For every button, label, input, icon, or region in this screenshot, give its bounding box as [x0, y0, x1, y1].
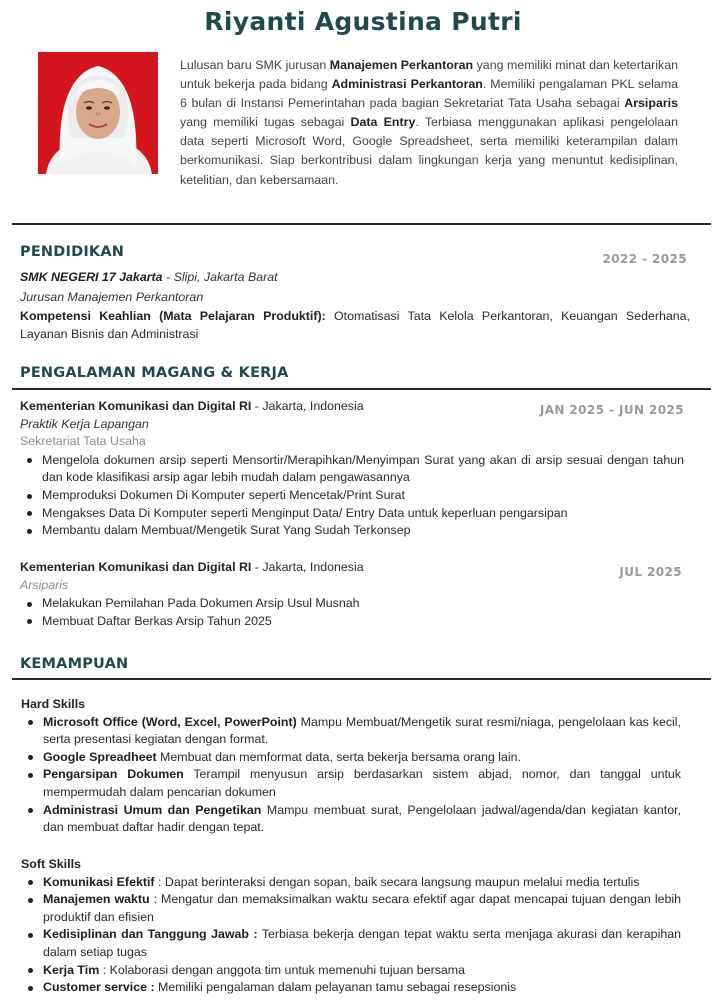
section-divider — [12, 678, 711, 680]
soft-skills-title: Soft Skills — [21, 857, 81, 871]
list-item: Microsoft Office (Word, Excel, PowerPoint) Mampu Membuat/Mengetik surat resmi/niaga, pengelolaan kas kecil, serta presentasi kegiatan dengan format. — [23, 714, 681, 749]
profile-photo — [38, 52, 158, 174]
list-item: Pengarsipan Dokumen Terampil menyusun arsip berdasarkan sistem abjad, nomor, dan tanggal untuk mempermudah dalam pencarian dokumen — [23, 766, 681, 801]
job-2-block — [20, 559, 684, 630]
job-2-org: Kementerian Komunikasi dan Digital RI — [20, 560, 252, 574]
summary-text: . Memiliki pengalaman PKL selama 6 bulan di Instansi Pemerintahan pada bagian Sekretariat Tata Usaha sebagai — [180, 77, 679, 111]
job-1-unit: Sekretariat Tata Usaha — [20, 434, 146, 449]
education-date: 2022 - 2025 — [602, 252, 687, 266]
job-2-date: JUL 2025 — [619, 565, 682, 579]
education-section-title: PENDIDIKAN — [20, 244, 125, 260]
list-item: Manajemen waktu : Mengatur dan memaksimalkan waktu secara efektif agar dapat mencapai tujuan dengan lebih produktif dan efisien — [23, 891, 681, 926]
hard-skills-block — [21, 696, 681, 837]
job-2-duties — [22, 595, 684, 630]
list-item: Google Spreadheet Membuat dan memformat data, serta bekerja bersama orang lain. — [23, 749, 681, 767]
hard-skills-title: Hard Skills — [21, 697, 86, 711]
soft-skills-block — [21, 856, 681, 997]
list-item: Mengakses Data Di Komputer seperti Menginput Data/ Entry Data untuk keperluan pengarsipan — [22, 505, 684, 523]
candidate-name: Riyanti Agustina Putri — [204, 7, 522, 36]
education-block — [20, 269, 690, 343]
school-major: Jurusan Manajemen Perkantoran — [20, 289, 204, 304]
hard-skills-list — [23, 714, 681, 837]
summary-text: Lulusan baru SMK jurusan — [180, 58, 330, 72]
section-divider — [12, 223, 711, 225]
list-item: Memproduksi Dokumen Di Komputer seperti Mencetak/Print Surat — [22, 487, 684, 505]
profile-summary — [180, 56, 678, 190]
skills-section-title: KEMAMPUAN — [20, 656, 129, 672]
list-item: Customer service : Memiliki pengalaman dalam pelayanan tamu sebagai resepsionis — [23, 979, 681, 997]
school-location: - Slipi, Jakarta Barat — [162, 270, 278, 284]
list-item: Komunikasi Efektif : Dapat berinteraksi dengan sopan, baik secara langsung maupun melalui media tertulis — [23, 874, 681, 892]
list-item: Mengelola dokumen arsip seperti Mensortir/Merapihkan/Menyimpan Surat yang akan di arsip sesuai dengan tahun dan kode klasifikasi arsip agar lebih mudah dalam pengawasannya — [22, 452, 684, 487]
list-item: Kedisiplinan dan Tanggung Jawab : Terbiasa bekerja dengan tepat waktu serta menjaga akurasi dan kerapihan dalam setiap tugas — [23, 926, 681, 961]
job-1-role: Praktik Kerja Lapangan — [20, 416, 149, 431]
list-item: Membuat Daftar Berkas Arsip Tahun 2025 — [22, 613, 684, 631]
job-1-date: JAN 2025 - JUN 2025 — [539, 403, 684, 417]
job-2-role: Arsiparis — [20, 577, 69, 592]
job-1-duties — [22, 452, 684, 540]
list-item: Membantu dalam Membuat/Mengetik Surat Yang Sudah Terkonsep — [22, 522, 684, 540]
competency-label: Kompetensi Keahlian (Mata Pelajaran Produktif): — [20, 309, 326, 324]
summary-text: yang memiliki tugas sebagai — [180, 115, 351, 130]
summary-highlight: Arsiparis — [624, 96, 678, 111]
job-1-location: - Jakarta, Indonesia — [251, 399, 364, 413]
summary-highlight: Manajemen Perkantoran — [329, 58, 474, 72]
list-item: Kerja Tim : Kolaborasi dengan anggota tim untuk memenuhi tujuan bersama — [23, 962, 681, 980]
summary-highlight: Administrasi Perkantoran — [331, 77, 483, 92]
section-divider — [12, 388, 711, 390]
summary-text: . Terbiasa menggunakan aplikasi pengelolaan data seperti Microsoft Word, Google Spreadsheet, serta memiliki keterampilan dalam berkomunikasi. Siap berkontribusi dalam lingkungan kerja yang menuntut kedisiplinan, ketelitian, dan kebersamaan. — [180, 115, 678, 187]
job-1-org: Kementerian Komunikasi dan Digital RI — [20, 399, 252, 413]
experience-section-title: PENGALAMAN MAGANG & KERJA — [20, 365, 289, 381]
soft-skills-list — [23, 874, 681, 997]
job-1-block — [20, 398, 684, 540]
summary-highlight: Data Entry — [350, 115, 416, 130]
list-item: Administrasi Umum dan Pengetikan Mampu membuat surat, Pengelolaan jadwal/agenda/dan kegiatan kantor, dan membuat daftar hadir dengan tepat. — [23, 802, 681, 837]
competency-value: Otomatisasi Tata Kelola Perkantoran, Keuangan Sederhana, Layanan Bisnis dan Administrasi — [20, 309, 690, 341]
job-2-location: - Jakarta, Indonesia — [251, 560, 364, 574]
school-name: SMK NEGERI 17 Jakarta — [20, 270, 163, 284]
summary-text: yang memiliki minat dan ketertarikan untuk bekerja pada bidang — [180, 58, 679, 92]
list-item: Melakukan Pemilahan Pada Dokumen Arsip Usul Musnah — [22, 595, 684, 613]
